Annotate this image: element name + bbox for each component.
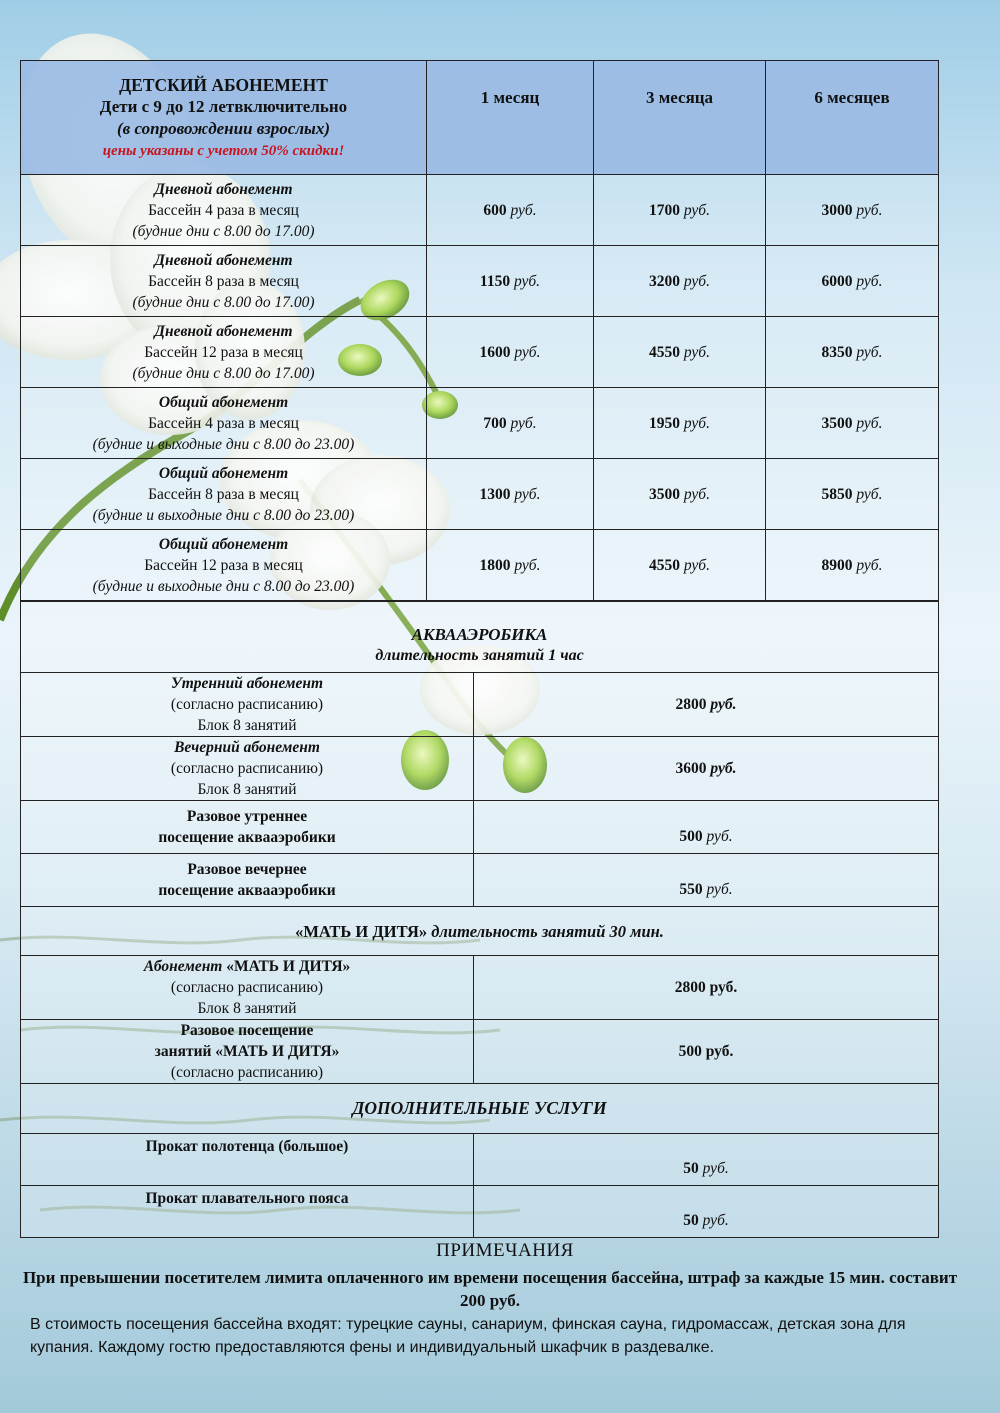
towel-currency: руб. bbox=[702, 1160, 729, 1177]
aqua-single-evening-price bbox=[474, 854, 939, 907]
price-currency: руб. bbox=[683, 485, 710, 503]
price-currency: руб. bbox=[683, 272, 710, 290]
price-cell bbox=[427, 459, 594, 530]
price-amount: 3500 bbox=[649, 485, 680, 503]
mother-child-title-bold: «МАТЬ И ДИТЯ» bbox=[295, 921, 428, 941]
price-currency: руб. bbox=[856, 556, 883, 574]
subscription-hours: (будние и выходные дни с 8.00 до 23.00) bbox=[92, 506, 355, 524]
subscription-description bbox=[21, 246, 427, 317]
price-amount: 700 bbox=[483, 414, 507, 432]
price-amount: 1300 bbox=[479, 485, 511, 503]
header-age: Дети с 9 до 12 летвключительно bbox=[99, 96, 348, 116]
table-row bbox=[21, 1020, 939, 1084]
table-row bbox=[21, 246, 939, 317]
towel-amount: 50 bbox=[683, 1160, 703, 1177]
mother-child-single-l3: (согласно расписанию) bbox=[170, 1064, 324, 1081]
price-cell bbox=[766, 459, 939, 530]
table-row bbox=[21, 737, 939, 801]
subscription-frequency: Бассейн 4 раза в месяц bbox=[148, 414, 299, 432]
price-cell bbox=[766, 175, 939, 246]
subscription-hours: (будние и выходные дни с 8.00 до 23.00) bbox=[92, 435, 355, 453]
subscription-name: Общий абонемент bbox=[158, 393, 289, 411]
aqua-single-evening-l1: Разовое вечернее bbox=[187, 861, 307, 878]
aqua-morning-cell bbox=[21, 673, 474, 737]
price-cell bbox=[766, 388, 939, 459]
mother-child-sub-price: 2800 руб. bbox=[474, 956, 939, 1020]
price-amount: 6000 bbox=[821, 272, 853, 290]
price-currency: руб. bbox=[514, 485, 541, 503]
aqua-evening-amount: 3600 bbox=[675, 760, 711, 777]
aqua-morning-amount: 2800 bbox=[675, 696, 711, 713]
table-row bbox=[21, 854, 939, 907]
aqua-single-morning-price bbox=[474, 801, 939, 854]
aqua-morning-name: Утренний абонемент bbox=[170, 675, 324, 692]
children-subscription-header bbox=[21, 61, 427, 175]
price-amount: 4550 bbox=[649, 343, 680, 361]
price-cell bbox=[594, 388, 766, 459]
mother-child-sub-schedule: (согласно расписанию) bbox=[170, 979, 324, 996]
price-currency: руб. bbox=[683, 414, 710, 432]
aqua-morning-schedule: (согласно расписанию) bbox=[170, 696, 324, 713]
towel-rental-price bbox=[474, 1134, 939, 1186]
subscription-description bbox=[21, 530, 427, 601]
mother-child-single-l1: Разовое посещение bbox=[180, 1022, 314, 1039]
extra-title: ДОПОЛНИТЕЛЬНЫЕ УСЛУГИ bbox=[21, 1084, 939, 1134]
subscription-description bbox=[21, 459, 427, 530]
price-currency: руб. bbox=[856, 414, 883, 432]
table-row bbox=[21, 317, 939, 388]
price-cell bbox=[427, 388, 594, 459]
subscription-hours: (будние дни с 8.00 до 17.00) bbox=[132, 293, 315, 311]
mother-child-single-cell bbox=[21, 1020, 474, 1084]
price-currency: руб. bbox=[513, 272, 541, 290]
aqua-single-morning-amount: 500 bbox=[679, 828, 707, 845]
price-currency: руб. bbox=[683, 343, 710, 361]
price-amount: 5850 bbox=[821, 485, 853, 503]
mother-child-sub-cell bbox=[21, 956, 474, 1020]
header-accompany: (в сопровождении взрослых) bbox=[116, 118, 331, 138]
notes-title: ПРИМЕЧАНИЯ bbox=[436, 1240, 574, 1261]
belt-currency: руб. bbox=[702, 1212, 729, 1229]
mother-child-sub-block: Блок 8 занятий bbox=[197, 1000, 297, 1017]
mother-child-title-cell bbox=[21, 907, 939, 956]
mother-child-single-price: 500 руб. bbox=[474, 1020, 939, 1084]
aqua-single-morning-currency: руб. bbox=[706, 828, 733, 845]
price-currency: руб. bbox=[856, 272, 883, 290]
aqua-single-evening-l2: посещение аквааэробики bbox=[158, 882, 336, 899]
price-cell bbox=[427, 530, 594, 601]
table-row bbox=[21, 956, 939, 1020]
price-amount: 1600 bbox=[479, 343, 511, 361]
price-amount: 4550 bbox=[649, 556, 680, 574]
notes-info: В стоимость посещения бассейна входят: турецкие сауны, санариум, финская сауна, гидромассаж, детская зона для купания. Каждому гостю предоставляются фены и индивидуальный шкафчик в раздевалке. bbox=[30, 1316, 906, 1356]
price-cell bbox=[594, 317, 766, 388]
price-cell bbox=[427, 175, 594, 246]
subscription-frequency: Бассейн 12 раза в месяц bbox=[144, 343, 303, 361]
mother-child-title-rest: длительность занятий 30 мин. bbox=[427, 921, 664, 941]
price-amount: 1950 bbox=[649, 414, 680, 432]
subscription-frequency: Бассейн 4 раза в месяц bbox=[148, 201, 299, 219]
price-amount: 3500 bbox=[821, 414, 853, 432]
subscription-frequency: Бассейн 8 раза в месяц bbox=[148, 272, 299, 290]
mother-child-section-header bbox=[21, 907, 939, 956]
price-currency: руб. bbox=[856, 343, 883, 361]
extra-section-header bbox=[21, 1084, 939, 1134]
price-cell bbox=[594, 530, 766, 601]
towel-rental-label: Прокат полотенца (большое) bbox=[21, 1134, 474, 1186]
notes-section bbox=[20, 1240, 960, 1359]
services-table bbox=[20, 601, 939, 1238]
aqua-morning-price bbox=[474, 673, 939, 737]
col-3-months: 3 месяца bbox=[594, 61, 766, 175]
table-row bbox=[21, 673, 939, 737]
price-cell bbox=[427, 246, 594, 317]
price-cell bbox=[766, 317, 939, 388]
price-sheet bbox=[20, 60, 938, 1238]
aqua-evening-schedule: (согласно расписанию) bbox=[170, 760, 324, 777]
aqua-section-header bbox=[21, 602, 939, 673]
table-row bbox=[21, 459, 939, 530]
notes-warning: При превышении посетителем лимита оплаченного им времени посещения бассейна, штраф за каждые 15 мин. составит 200 руб. bbox=[22, 1268, 958, 1310]
price-amount: 3000 bbox=[821, 201, 853, 219]
subscription-name: Дневной абонемент bbox=[154, 251, 293, 269]
subscription-hours: (будние дни с 8.00 до 17.00) bbox=[132, 364, 315, 382]
aqua-evening-currency: руб. bbox=[710, 760, 737, 777]
subscription-name: Дневной абонемент bbox=[154, 322, 293, 340]
aqua-single-morning-l1: Разовое утреннее bbox=[186, 808, 308, 825]
table-row bbox=[21, 388, 939, 459]
header-title: ДЕТСКИЙ АБОНЕМЕНТ bbox=[119, 74, 328, 95]
subscription-name: Дневной абонемент bbox=[154, 180, 293, 198]
price-currency: руб. bbox=[856, 485, 883, 503]
subscription-description bbox=[21, 317, 427, 388]
children-subscription-table bbox=[20, 60, 939, 601]
price-cell bbox=[594, 246, 766, 317]
price-amount: 1150 bbox=[479, 272, 511, 290]
aqua-subtitle: длительность занятий 1 час bbox=[375, 647, 584, 664]
mother-child-sub-name-bold: «МАТЬ И ДИТЯ» bbox=[226, 958, 351, 975]
belt-rental-price bbox=[474, 1186, 939, 1238]
price-cell bbox=[766, 530, 939, 601]
mother-child-single-l2: занятий «МАТЬ И ДИТЯ» bbox=[154, 1043, 340, 1060]
price-amount: 8900 bbox=[821, 556, 853, 574]
price-cell bbox=[594, 459, 766, 530]
subscription-frequency: Бассейн 8 раза в месяц bbox=[148, 485, 299, 503]
price-cell bbox=[766, 246, 939, 317]
price-amount: 3200 bbox=[649, 272, 680, 290]
col-6-months: 6 месяцев bbox=[766, 61, 939, 175]
aqua-morning-currency: руб. bbox=[710, 696, 737, 713]
price-currency: руб. bbox=[510, 414, 537, 432]
aqua-single-evening-cell bbox=[21, 854, 474, 907]
price-currency: руб. bbox=[510, 201, 537, 219]
table-row bbox=[21, 1134, 939, 1186]
subscription-hours: (будние и выходные дни с 8.00 до 23.00) bbox=[92, 577, 355, 595]
aqua-single-evening-currency: руб. bbox=[706, 881, 733, 898]
subscription-name: Общий абонемент bbox=[158, 464, 289, 482]
price-currency: руб. bbox=[856, 201, 883, 219]
subscription-frequency: Бассейн 12 раза в месяц bbox=[144, 556, 303, 574]
price-currency: руб. bbox=[683, 556, 710, 574]
aqua-evening-block: Блок 8 занятий bbox=[197, 781, 297, 798]
aqua-morning-block: Блок 8 занятий bbox=[197, 717, 297, 734]
price-cell bbox=[427, 317, 594, 388]
aqua-evening-name: Вечерний абонемент bbox=[174, 739, 320, 756]
table-row bbox=[21, 530, 939, 601]
price-amount: 600 bbox=[483, 201, 507, 219]
subscription-name: Общий абонемент bbox=[158, 535, 289, 553]
price-amount: 1800 bbox=[479, 556, 511, 574]
belt-amount: 50 bbox=[683, 1212, 703, 1229]
aqua-single-evening-amount: 550 bbox=[679, 881, 707, 898]
belt-rental-label: Прокат плавательного пояса bbox=[21, 1186, 474, 1238]
subscription-description bbox=[21, 388, 427, 459]
aqua-single-morning-l2: посещение аквааэробики bbox=[158, 829, 336, 846]
aqua-title: АКВААЭРОБИКА bbox=[411, 625, 548, 644]
aqua-single-morning-cell bbox=[21, 801, 474, 854]
price-amount: 8350 bbox=[821, 343, 853, 361]
aqua-evening-price bbox=[474, 737, 939, 801]
table-row bbox=[21, 175, 939, 246]
price-cell bbox=[594, 175, 766, 246]
price-currency: руб. bbox=[514, 556, 541, 574]
price-currency: руб. bbox=[683, 201, 710, 219]
subscription-hours: (будние дни с 8.00 до 17.00) bbox=[132, 222, 315, 240]
price-amount: 1700 bbox=[649, 201, 680, 219]
table-row bbox=[21, 1186, 939, 1238]
discount-note: цены указаны с учетом 50% скидки! bbox=[102, 142, 345, 159]
mother-child-sub-name-italic: Абонемент bbox=[143, 958, 227, 975]
subscription-description bbox=[21, 175, 427, 246]
table-header-row bbox=[21, 61, 939, 175]
aqua-evening-cell bbox=[21, 737, 474, 801]
table-row bbox=[21, 801, 939, 854]
col-1-month: 1 месяц bbox=[427, 61, 594, 175]
price-currency: руб. bbox=[514, 343, 541, 361]
